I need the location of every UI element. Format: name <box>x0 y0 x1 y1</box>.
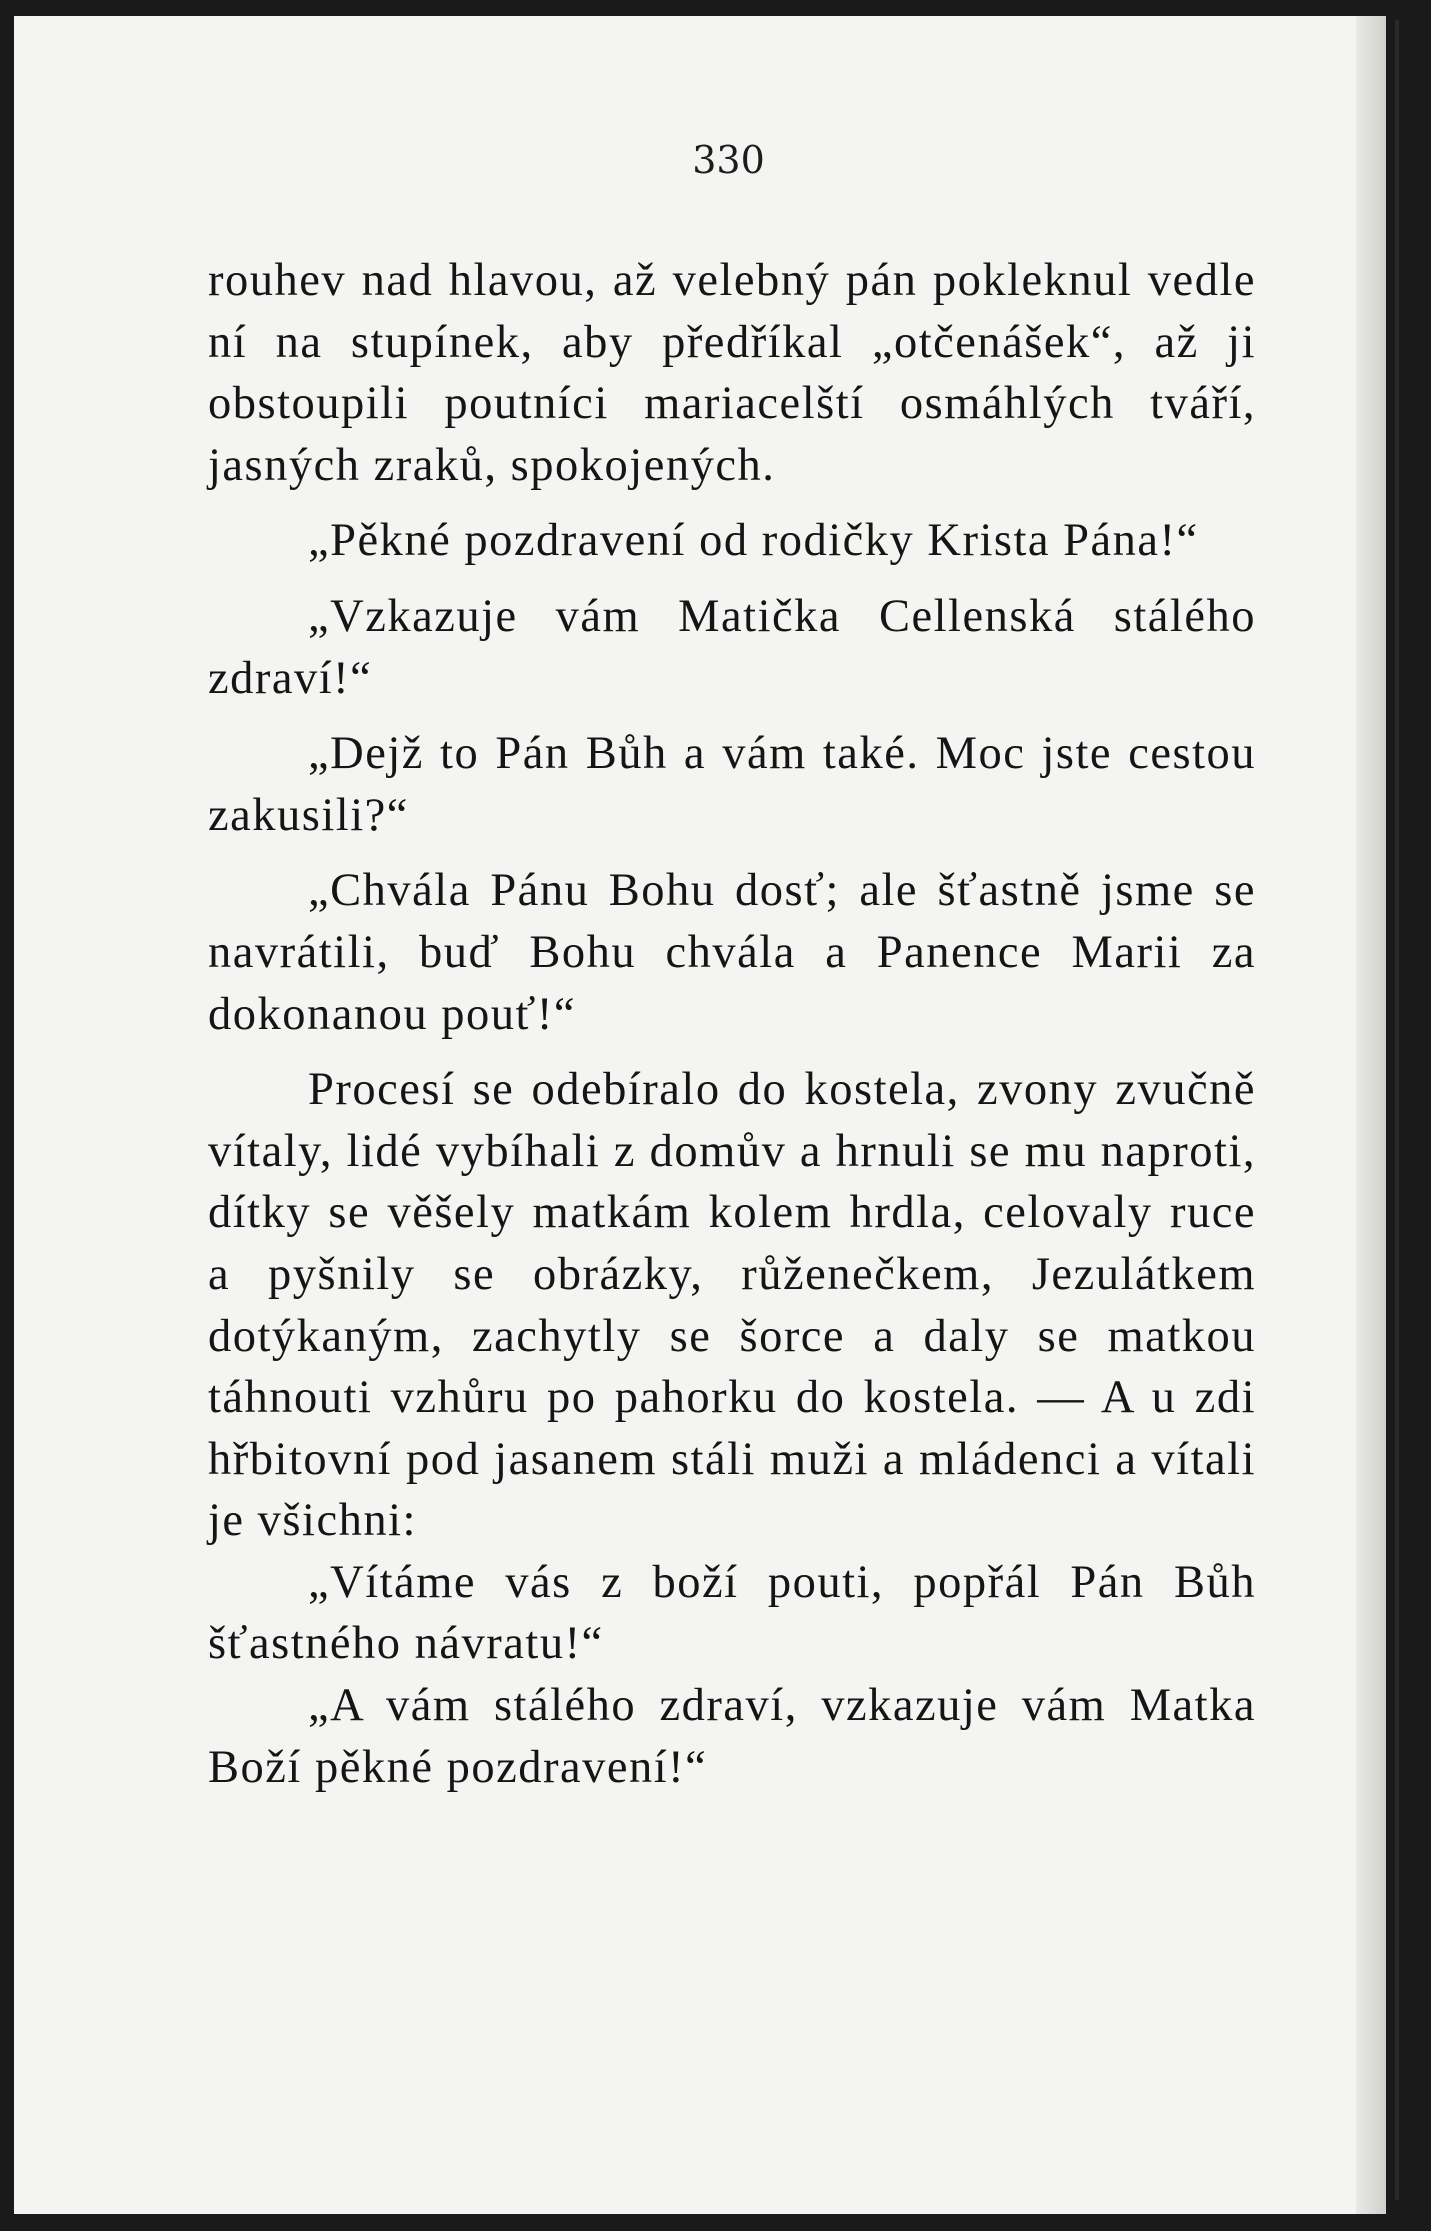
body-text <box>208 250 1256 1798</box>
paragraph: „Pěkné pozdravení od rodičky Krista Pána!“ <box>308 515 1199 567</box>
paragraph: „Dejž to Pán Bůh a vám také. Moc jste cestou zakusili?“ <box>208 728 1256 841</box>
paragraph: „Vítáme vás z boží pouti, popřál Pán Bůh šťastného návratu!“ <box>208 1556 1256 1670</box>
paragraph: „A vám stálého zdraví, vzkazuje vám Matka Boží pěkné pozdravení!“ <box>208 1680 1256 1793</box>
paragraph: rouhev nad hlavou, až velebný pán pokleknul vedle ní na stupínek, aby předříkal „otčenášek“, až ji obstoupili poutníci mariacelští osmáhlých tváří, jasných zraků, spokojených. <box>208 255 1256 491</box>
page-number: 330 <box>692 138 765 182</box>
paragraph: „Chvála Pánu Bohu dosť; ale šťastně jsme se navrátili, buď Bohu chvála a Panence Marii za dokonanou pouť!“ <box>208 865 1256 1040</box>
page-edge <box>1356 16 1386 2214</box>
paragraph: „Vzkazuje vám Matička Cellenská stálého zdraví!“ <box>208 590 1256 704</box>
paragraph: Procesí se odebíralo do kostela, zvony zvučně vítaly, lidé vybíhali z domův a hrnuli se mu naproti, dítky se věšely matkám kolem hrdla, celovaly ruce a pyšnily se obrázky, růženečkem, Jezulátkem dotýkaným, zachytly se šorce a daly se matkou táhnouti vzhůru po pahorku do kostela. — A u zdi hřbitovní pod jasanem stáli muži a mládenci a vítali je všichni: <box>208 1064 1256 1547</box>
page-binding-line <box>1395 20 1399 2200</box>
